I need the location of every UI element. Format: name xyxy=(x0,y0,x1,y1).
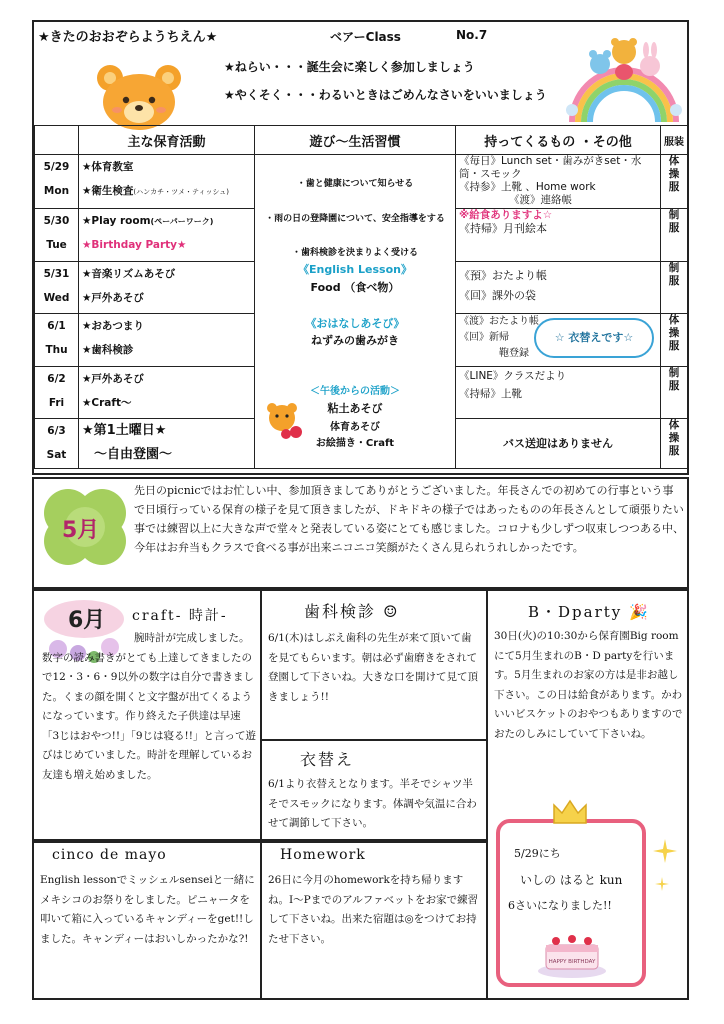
activity-cell: ★第1土曜日★ ～自由登園～ xyxy=(79,419,255,469)
play-line-1: ・歯と健康について知らせる xyxy=(296,179,414,189)
koromogae-message: 6/1より衣替えとなります。半そでシャツ半そでスモックになります。体調や気温に合わせて調節して下さい。 xyxy=(268,778,477,829)
craft-message: 腕時計が完成しました。数字の読み書きがとても上達してきましたので12・3・6・9以外の数字は自分で書きました。くまの顔を開くと文字盤が出てくるようになっています。作り終えた子供達は早速「3じはおやつ!!」「9じは寝る!!」と言って遊びはじめていました。時計を理解しているお友達も増え始めました。 xyxy=(42,632,256,781)
bear-face-illustration xyxy=(92,62,186,132)
may-message: 先日のpicnicではお忙しい中、参加頂きましてありがとうございました。年長さんでの初めての行事という事で日頃行っている保育の様子を見て頂きましたが、ドキドキの様子ではあったものの年長さんとして頑張りたい事では練習以上に大きな声で堂々と発表している姿にとても感じました。コロナも少しずつ収束しつつある中、今年はお弁当もクラスで食べる事が出来ニコニコ笑顔がたくさん見られうれしかったです。 xyxy=(134,484,684,554)
activity-cell: ★体育教室 ★衛生検査(ハンカチ・ツメ・ティッシュ) xyxy=(79,155,255,209)
issue-number: No.7 xyxy=(456,28,488,42)
dress-cell: 制服 xyxy=(661,209,688,262)
birthday-cake-illustration xyxy=(536,927,608,979)
table-row xyxy=(35,155,688,209)
dress-cell: 体操服 xyxy=(661,419,688,469)
birthday-section xyxy=(486,589,689,1000)
june-badge-label: 6月 xyxy=(68,608,106,633)
crown-icon xyxy=(550,797,590,827)
dress-cell: 体操服 xyxy=(661,155,688,209)
craft-section xyxy=(32,589,260,841)
dress-cell: 体操服 xyxy=(661,314,688,367)
dental-section xyxy=(260,589,486,741)
homework-section xyxy=(260,841,486,1000)
birthday-card-name: いしの はると kun xyxy=(520,873,623,887)
afternoon-title: ＜午後からの活動＞ xyxy=(310,386,400,397)
birthday-title: B・Dparty 🎉 xyxy=(528,603,650,621)
play-line-2: ・雨の日の登降園について、安全指導をする xyxy=(265,214,445,224)
rainbow-animals-illustration xyxy=(562,30,686,124)
homework-title: Homework xyxy=(280,847,366,863)
may-badge-label: 5月 xyxy=(62,518,100,543)
items-cell: 《毎日》Lunch set・歯みがきset・水筒・スモック 《持参》上靴 、Home work 《渡》連絡帳 xyxy=(456,155,661,209)
date-cell: 5/30 Tue xyxy=(35,209,79,262)
aim-text: ★ねらい・・・誕生会に楽しく参加しましょう xyxy=(224,60,475,74)
header-belongings: 持ってくるもの ・その他 xyxy=(456,126,661,155)
smile-icon: ☺ xyxy=(383,602,400,621)
items-cell: ※給食ありますよ☆ 《持帰》月刊絵本 xyxy=(456,209,661,262)
dental-title: 歯科検診 ☺ xyxy=(304,602,400,621)
header-play-habits: 遊び～生活習慣 xyxy=(255,126,456,155)
homework-message: 26日に今月のhomeworkを持ち帰りますね。I～Pまでのアルファベットをお家で練習して下さいね。出来た宿題は◎をつけてお持たせ下さい。 xyxy=(268,874,479,945)
items-cell: 《LINE》クラスだより 《持帰》上靴 xyxy=(456,367,661,419)
koromogae-badge: ☆ 衣替えです☆ xyxy=(534,318,654,358)
weekly-schedule-table xyxy=(34,125,688,469)
table-header-row xyxy=(35,126,688,155)
header-dress: 服装 xyxy=(661,126,688,155)
play-line-3: ・歯科検診を決まりよく受ける xyxy=(291,248,418,258)
activity-cell: ★戸外あそび ★Craft～ xyxy=(79,367,255,419)
birthday-message: 30日(火)の10:30から保育園Big roomにて5月生まれのB・D partyを行います。5月生まれのお家の方は是非お越し下さい。この日は給食があります。かわいいビスケットのおやつもありますのでおたのしみにしていて下さいね。 xyxy=(494,630,683,740)
koromogae-section xyxy=(260,741,486,841)
play-habits-cell xyxy=(255,155,456,469)
items-cell: 《預》おたより帳 《回》課外の袋 xyxy=(456,262,661,314)
header-main-activity: 主な保育活動 xyxy=(79,126,255,155)
date-cell: 6/2 Fri xyxy=(35,367,79,419)
activity-cell: ★音楽リズムあそび ★戸外あそび xyxy=(79,262,255,314)
cinco-message: English lessonでミッシェルsenseiと一緒にメキシコのお祭りをしました。ピニャータを叩いて箱に入っているキャンディーをget!!しました。キャンディーはおいしかったかな?! xyxy=(40,874,255,945)
items-cell: 《渡》おたより帳 《回》新帰 鞄登録 ☆ 衣替えです☆ xyxy=(456,314,661,367)
story-play-body: ねずみの歯みがき xyxy=(311,334,399,347)
schedule-frame xyxy=(32,20,689,475)
activity-cell: ★おあつまり ★歯科検診 xyxy=(79,314,255,367)
date-cell: 5/29 Mon xyxy=(35,155,79,209)
dress-cell: 制服 xyxy=(661,262,688,314)
school-name: ★きたのおおぞらようちえん★ xyxy=(38,30,218,45)
party-popper-icon: 🎉 xyxy=(629,603,650,621)
may-section xyxy=(32,477,689,589)
birthday-card-date: 5/29にち xyxy=(514,847,561,860)
promise-text: ★やくそく・・・わるいときはごめんなさいをいいましょう xyxy=(224,88,547,102)
class-name: ベアーClass xyxy=(330,30,401,44)
dress-cell: 制服 xyxy=(661,367,688,419)
items-cell: バス送迎はありません xyxy=(456,419,661,469)
dental-message: 6/1(木)はしぶえ歯科の先生が来て頂いて歯を見てもらいます。朝は必ず歯磨きをされて登園して下さいね。大きな口を開けて見て頂きましょう!! xyxy=(268,632,478,703)
koromogae-title: 衣替え xyxy=(300,750,355,769)
afternoon-item-3: お絵描き・Craft xyxy=(315,438,395,449)
craft-title: craft- 時計- xyxy=(132,608,228,624)
birthday-card xyxy=(496,819,646,987)
english-lesson-body: Food （食べ物） xyxy=(310,281,400,294)
sparkle-decoration xyxy=(648,835,682,905)
bear-with-apples-illustration xyxy=(262,400,306,440)
story-play-title: 《おはなしあそび》 xyxy=(305,317,405,330)
activity-cell: ★Play room(ペーパーワーク) ★Birthday Party★ xyxy=(79,209,255,262)
cinco-title: cinco de mayo xyxy=(52,847,167,863)
cinco-section xyxy=(32,841,260,1000)
cake-label: HAPPY BIRTHDAY xyxy=(548,959,596,965)
birthday-card-age: 6さいになりました!! xyxy=(508,899,612,912)
date-cell: 5/31 Wed xyxy=(35,262,79,314)
date-cell: 6/3 Sat xyxy=(35,419,79,469)
date-cell: 6/1 Thu xyxy=(35,314,79,367)
english-lesson-title: 《English Lesson》 xyxy=(298,263,412,276)
afternoon-item-2: 体育あそび xyxy=(330,422,380,433)
afternoon-item-1: 粘土あそび xyxy=(327,402,383,415)
